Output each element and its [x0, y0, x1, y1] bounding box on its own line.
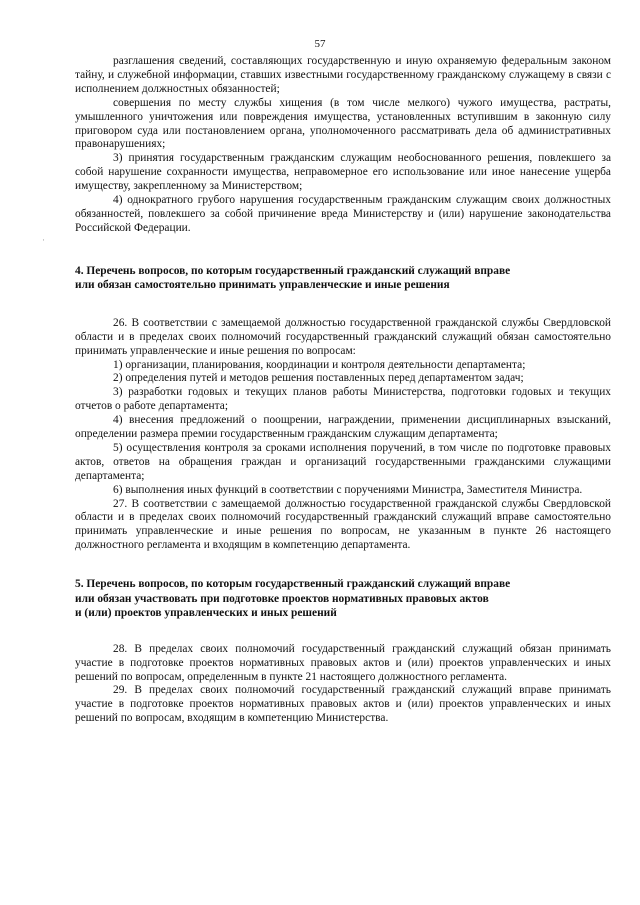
- section-4-heading-line-1: 4. Перечень вопросов, по которым государственный гражданский служащий вправе: [75, 264, 511, 277]
- section-5-heading-line-3: и (или) проектов управленческих и иных решений: [75, 607, 337, 620]
- list-item-4: 4) внесения предложений о поощрении, награждении, применении дисциплинарных взысканий, определении размера премии государственным гражданским служащим департамента;: [75, 414, 611, 441]
- list-item-3: 3) разработки годовых и текущих планов работы Министерства, подготовки годовых и текущих отчетов о работе департамента;: [75, 386, 611, 413]
- paragraph-unjustified-decision: 3) принятия государственным гражданским служащим необоснованного решения, повлекшего за собой нарушение сохранности имущества, неправомерное его использование или иное нанесение ущерба имуществу, закрепленному за Министерством;: [75, 152, 611, 193]
- section-4-heading-line-2: или обязан самостоятельно принимать управленческие и иные решения: [75, 279, 450, 292]
- page-number: 57: [314, 38, 326, 50]
- paragraph-27: 27. В соответствии с замещаемой должностью государственной гражданской службы Свердловской области и в пределах своих полномочий государственный гражданский служащий вправе самостоятельно принимать управленческие и иные решения по вопросам, не указанным в пункте 26 настоящего должностного регламента и входящим в компетенцию департамента.: [75, 497, 611, 552]
- paragraph-gross-violation: 4) однократного грубого нарушения государственным гражданским служащим своих должностных обязанностей, повлекшего за собой причинение вреда Министерству и (или) нарушение законодательства Российской Федерации.: [75, 194, 611, 234]
- paragraph-28: 28. В пределах своих полномочий государственный гражданский служащий обязан принимать участие в подготовке проектов нормативных правовых актов и (или) проектов управленческих и иных решений по вопросам, определенным в пункте 21 настоящего должностного регламента.: [75, 642, 611, 683]
- paragraph-26: 26. В соответствии с замещаемой должностью государственной гражданской службы Свердловской области и в пределах своих полномочий государственный гражданский служащий обязан самостоятельно принимать управленческие и иные решения по вопросам:: [75, 316, 611, 357]
- paragraph-disclosure: разглашения сведений, составляющих государственную и иную охраняемую федеральным законом тайну, и служебной информации, ставших известными государственному гражданскому служащему в связи с исполнением должностных обязанностей;: [75, 55, 611, 95]
- paragraph-29: 29. В пределах своих полномочий государственный гражданский служащий вправе принимать участие в подготовке проектов нормативных правовых актов и (или) проектов управленческих и иных решений по вопросам, входящим в компетенцию Министерства.: [75, 684, 611, 725]
- list-item-2: 2) определения путей и методов решения поставленных перед департаментом задач;: [113, 372, 524, 385]
- list-item-1: 1) организации, планирования, координации и контроля деятельности департамента;: [113, 358, 526, 371]
- document-body: [75, 55, 611, 726]
- section-5-heading-line-2: или обязан участвовать при подготовке проектов нормативных правовых актов: [75, 592, 489, 605]
- list-item-5: 5) осуществления контроля за сроками исполнения поручений, в том числе по подготовке правовых актов, ответов на обращения граждан и организаций государственными гражданскими служащими департамента;: [75, 441, 611, 482]
- paragraph-theft: совершения по месту службы хищения (в том числе мелкого) чужого имущества, растраты, умышленного уничтожения или повреждения имущества, установленных вступившим в законную силу приговором суда или постановлением органа, уполномоченного рассматривать дела об административных правонарушениях;: [75, 96, 611, 151]
- section-5-heading-line-1: 5. Перечень вопросов, по которым государственный гражданский служащий вправе: [75, 578, 511, 591]
- list-item-6: 6) выполнения иных функций в соответствии с поручениями Министра, Заместителя Министра.: [113, 483, 583, 496]
- margin-mark: ·: [42, 235, 45, 245]
